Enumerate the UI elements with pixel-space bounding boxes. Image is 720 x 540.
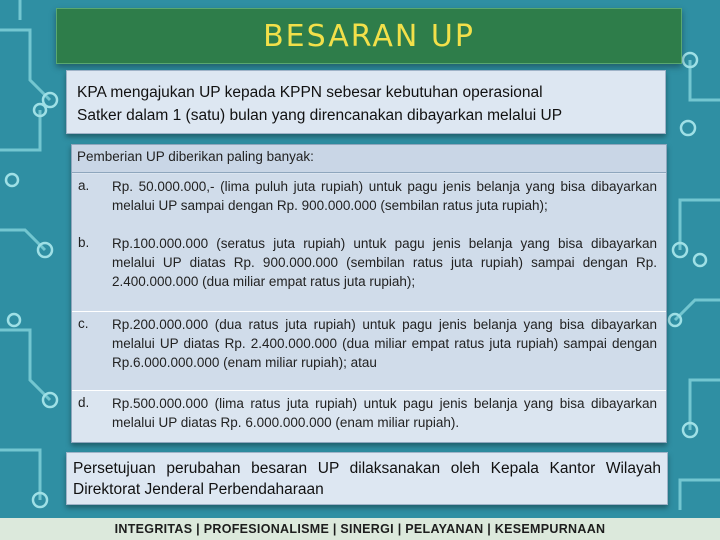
row-letter-d: d.: [78, 395, 90, 410]
row-text-c: Rp.200.000.000 (dua ratus juta rupiah) untuk pagu jenis belanja yang bisa dibayarkan melalui UP diatas Rp. 2.400.000.000 (dua miliar empat ratus juta rupiah) sampai dengan Rp.6.000.000.000 (enam miliar rupiah); atau: [112, 317, 657, 370]
approval-note: [66, 452, 668, 505]
up-limits-table: [71, 144, 667, 443]
row-letter-c: c.: [78, 316, 89, 331]
table-row: [72, 231, 666, 311]
intro-line-2: Satker dalam 1 (satu) bulan yang direncanakan dibayarkan melalui UP: [77, 107, 563, 124]
approval-note-text: Persetujuan perubahan besaran UP dilaksanakan oleh Kepala Kantor Wilayah Direktorat Jenderal Perbendaharaan: [73, 460, 661, 498]
intro-box: [66, 70, 666, 134]
page-title: BESARAN UP: [263, 18, 475, 54]
row-letter-a: a.: [78, 178, 90, 193]
row-text-b: Rp.100.000.000 (seratus juta rupiah) untuk pagu jenis belanja yang bisa dibayarkan melalui UP diatas Rp. 900.000.000 (sembilan ratus juta rupiah) sampai dengan Rp. 2.400.000.000 (dua miliar empat ratus juta rupiah);: [112, 236, 657, 289]
table-row: [72, 391, 666, 441]
row-text-a: Rp. 50.000.000,- (lima puluh juta rupiah) untuk pagu jenis belanja yang bisa dibayarkan melalui UP sampai dengan Rp. 900.000.000 (sembilan ratus juta rupiah);: [112, 179, 657, 213]
row-letter-b: b.: [78, 235, 90, 250]
intro-line-1: KPA mengajukan UP kepada KPPN sebesar kebutuhan operasional: [77, 84, 543, 101]
footer-values-text: INTEGRITAS | PROFESIONALISME | SINERGI | PELAYANAN | KESEMPURNAAN: [114, 522, 606, 536]
footer-values-bar: [0, 518, 720, 540]
table-row: [72, 312, 666, 390]
table-header: Pemberian UP diberikan paling banyak:: [72, 145, 666, 173]
row-text-d: Rp.500.000.000 (lima ratus juta rupiah) untuk pagu jenis belanja yang bisa dibayarkan melalui UP diatas Rp. 6.000.000.000 (enam miliar rupiah).: [112, 396, 657, 430]
title-banner: [56, 8, 682, 64]
